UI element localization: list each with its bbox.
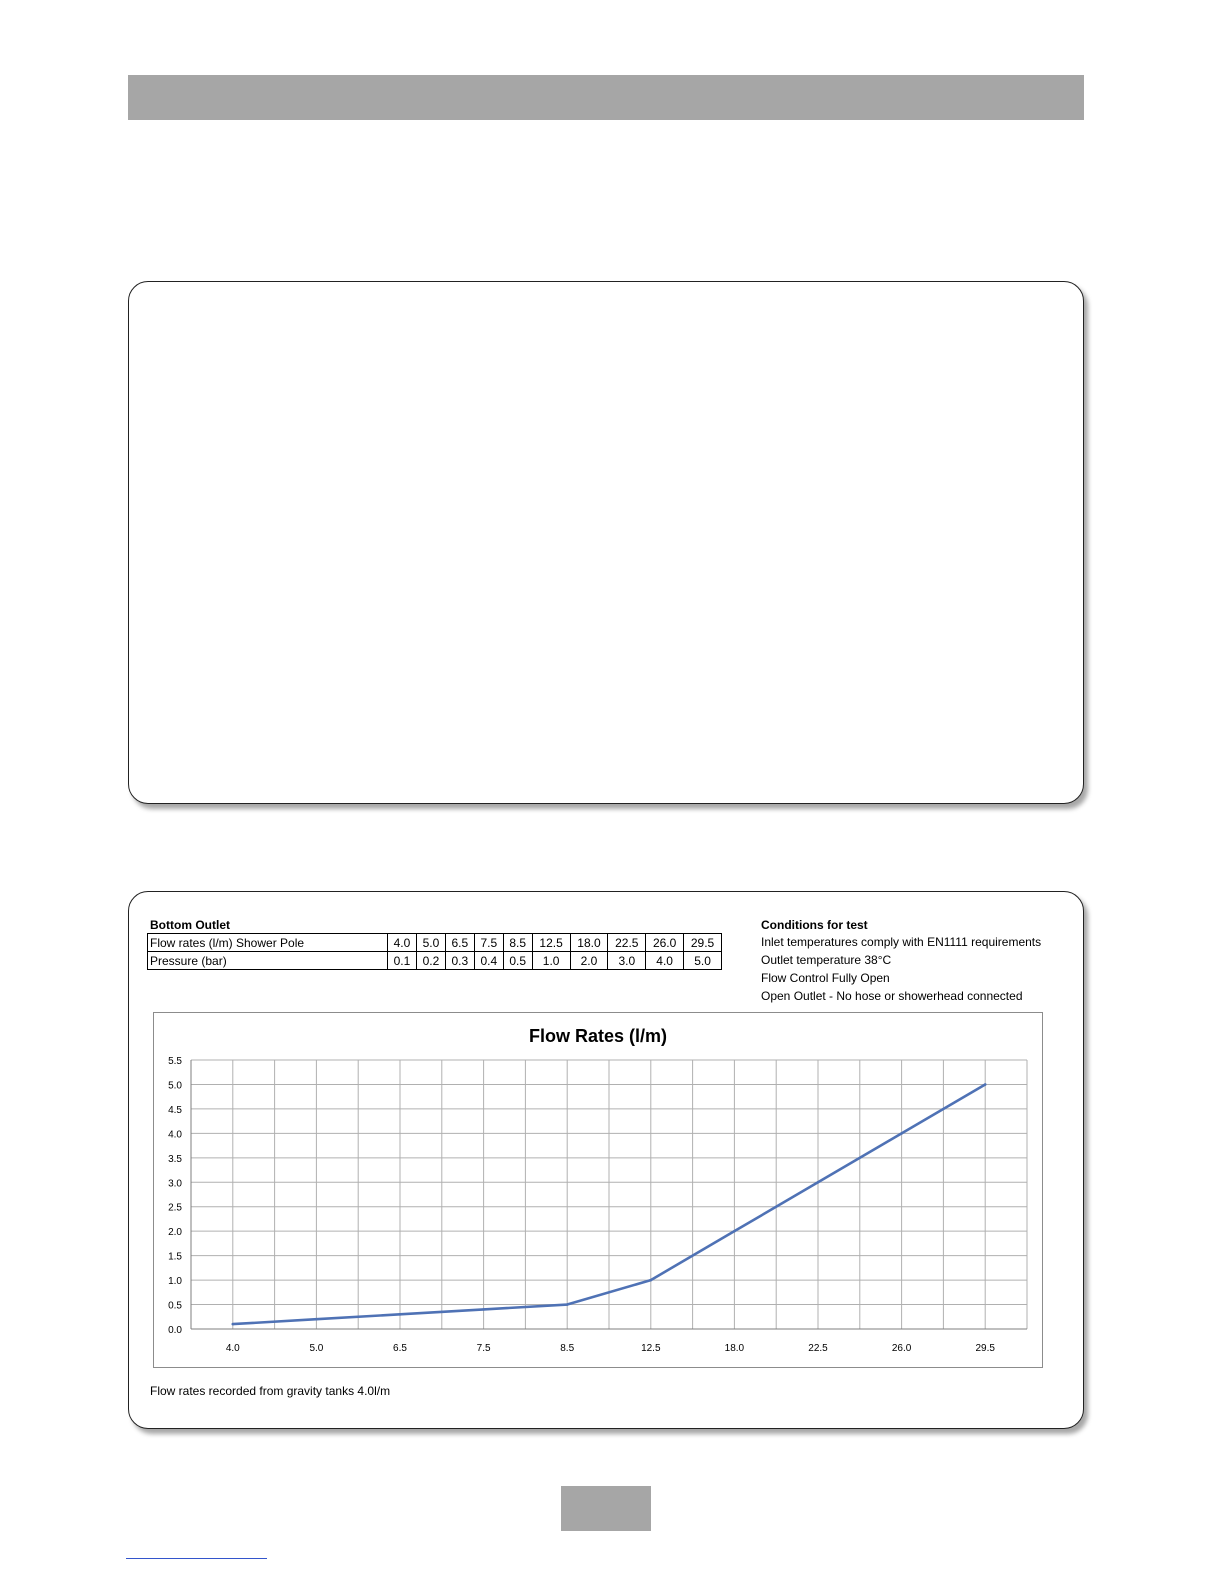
condition-line: Inlet temperatures comply with EN1111 requirements xyxy=(761,935,1042,949)
pressure-cell: 5.0 xyxy=(684,952,722,970)
pressure-cell: 0.3 xyxy=(445,952,474,970)
x-tick-label: 22.5 xyxy=(808,1343,828,1354)
y-tick-label: 3.0 xyxy=(168,1178,182,1190)
flow-rate-cell: 6.5 xyxy=(445,934,474,952)
x-tick-label: 12.5 xyxy=(641,1343,661,1354)
pressure-cell: 0.2 xyxy=(416,952,445,970)
y-tick-label: 4.0 xyxy=(168,1129,182,1141)
flow-rate-row xyxy=(148,934,722,952)
y-tick-label: 1.0 xyxy=(168,1276,182,1288)
data-point xyxy=(566,1303,569,1306)
pressure-cell: 3.0 xyxy=(608,952,646,970)
pressure-cell: 0.5 xyxy=(503,952,532,970)
footnote: Flow rates recorded from gravity tanks 4.0l/m xyxy=(150,1384,391,1398)
chart-canvas xyxy=(154,1013,1042,1367)
footer-link-line xyxy=(126,1558,267,1559)
x-tick-label: 8.5 xyxy=(560,1343,575,1354)
bottom-outlet-panel xyxy=(128,891,1084,1429)
header-bar xyxy=(128,75,1084,120)
flow-rate-cell: 26.0 xyxy=(646,934,684,952)
y-tick-label: 0.0 xyxy=(168,1325,182,1336)
condition-line: Open Outlet - No hose or showerhead connected xyxy=(761,989,1023,1003)
data-point xyxy=(650,1279,653,1282)
flow-rates-chart xyxy=(153,1012,1043,1368)
data-point xyxy=(984,1083,987,1086)
y-tick-label: 5.5 xyxy=(168,1056,182,1067)
data-point xyxy=(315,1318,318,1321)
pressure-row-label: Pressure (bar) xyxy=(148,952,388,970)
y-tick-label: 1.5 xyxy=(168,1251,182,1263)
flow-rate-cell: 8.5 xyxy=(503,934,532,952)
pressure-cell: 4.0 xyxy=(646,952,684,970)
x-tick-label: 18.0 xyxy=(724,1343,745,1354)
y-tick-label: 3.5 xyxy=(168,1153,182,1165)
bottom-outlet-title: Bottom Outlet xyxy=(150,918,230,932)
pressure-cell: 0.1 xyxy=(388,952,417,970)
y-tick-label: 0.5 xyxy=(168,1300,182,1312)
flow-rate-row-label: Flow rates (l/m) Shower Pole xyxy=(148,934,388,952)
pressure-cell: 2.0 xyxy=(570,952,608,970)
flow-rate-cell: 4.0 xyxy=(388,934,417,952)
flow-rate-cell: 18.0 xyxy=(570,934,608,952)
x-tick-label: 7.5 xyxy=(476,1343,491,1354)
flow-rate-cell: 7.5 xyxy=(474,934,503,952)
y-tick-label: 2.0 xyxy=(168,1227,182,1239)
x-tick-label: 4.0 xyxy=(225,1343,240,1354)
conditions-list xyxy=(761,933,1041,1005)
data-point xyxy=(900,1132,903,1135)
pressure-row xyxy=(148,952,722,970)
condition-line: Outlet temperature 38°C xyxy=(761,953,892,967)
flow-pressure-table xyxy=(147,933,722,970)
data-point xyxy=(817,1181,820,1184)
page-number-tab xyxy=(561,1486,651,1531)
flow-rate-cell: 12.5 xyxy=(532,934,570,952)
flow-rate-cell: 5.0 xyxy=(416,934,445,952)
chart-title: Flow Rates (l/m) xyxy=(528,1026,668,1046)
x-tick-label: 6.5 xyxy=(393,1343,407,1354)
data-point xyxy=(733,1230,736,1233)
data-point xyxy=(482,1308,485,1311)
y-tick-label: 2.5 xyxy=(168,1202,182,1214)
x-tick-label: 5.0 xyxy=(309,1343,324,1354)
top-content-panel xyxy=(128,281,1084,804)
y-tick-label: 5.0 xyxy=(168,1080,182,1092)
flow-rate-cell: 22.5 xyxy=(608,934,646,952)
flow-rate-cell: 29.5 xyxy=(684,934,722,952)
pressure-cell: 1.0 xyxy=(532,952,570,970)
x-tick-label: 29.5 xyxy=(975,1343,995,1354)
x-tick-label: 26.0 xyxy=(891,1343,912,1354)
conditions-title: Conditions for test xyxy=(761,918,868,932)
data-point xyxy=(399,1313,402,1316)
y-tick-label: 4.5 xyxy=(168,1104,182,1116)
pressure-cell: 0.4 xyxy=(474,952,503,970)
data-point xyxy=(232,1323,235,1326)
condition-line: Flow Control Fully Open xyxy=(761,971,890,985)
